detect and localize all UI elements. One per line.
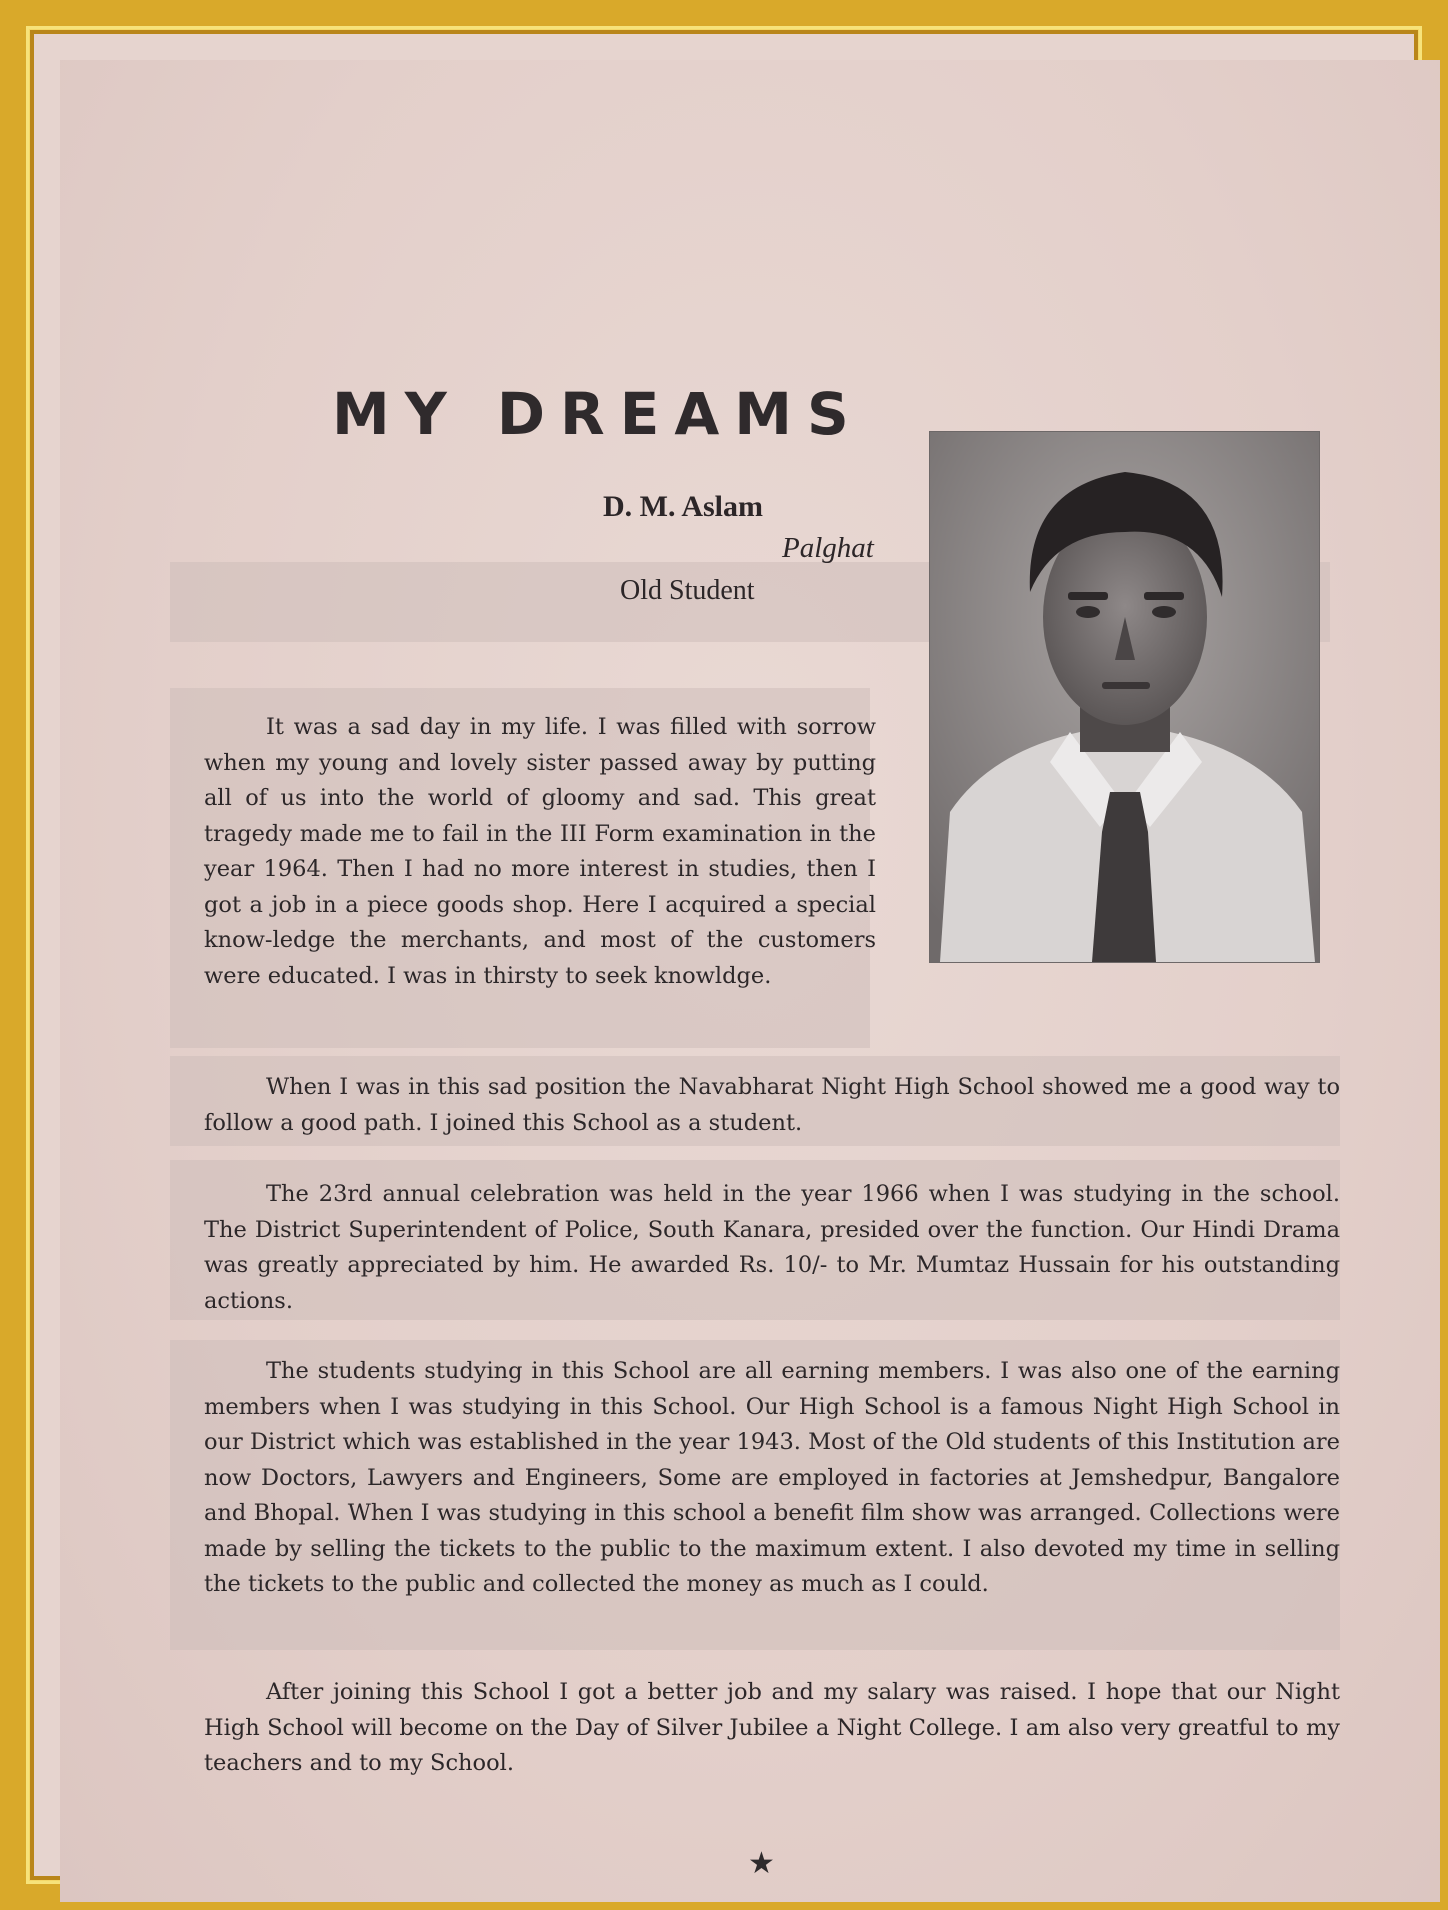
paper-page bbox=[60, 60, 1440, 1902]
article-title: MY DREAMS bbox=[332, 380, 864, 448]
portrait-photo bbox=[930, 432, 1319, 962]
paragraph-text: When I was in this sad position the Navabharat Night High School showed me a good way to follow a good path. I joined this School as a student. bbox=[204, 1074, 1340, 1136]
paragraph-text: The students studying in this School are all earning members. I was also one of the earning members when I was studying in this School. Our High School is a famous Night High School in our District which was established in the year 1943. Most of the Old students of this Institution are now Doctors, Lawyers and Engineers, Some are employed in factories at Jemshedpur, Bangalore and Bhopal. When I was studying in this school a benefit film show was arranged. Collections were made by selling the tickets to the public to the maximum extent. I also devoted my time in selling the tickets to the public and collected the money as much as I could. bbox=[204, 1358, 1340, 1597]
paragraph bbox=[204, 710, 876, 994]
author-place: Palghat bbox=[782, 532, 874, 564]
paragraph bbox=[204, 1177, 1340, 1319]
paragraph-text: It was a sad day in my life. I was filled with sorrow when my young and lovely sister passed away by putting all of us into the world of gloomy and sad. This great tragedy made me to fail in the III Form examination in the year 1964. Then I had no more interest in studies, then I got a job in a piece goods shop. Here I acquired a special know-ledge the merchants, and most of the customers were educated. I was in thirsty to seek knowldge. bbox=[204, 714, 876, 989]
paragraph bbox=[204, 1070, 1340, 1141]
paragraph-text: The 23rd annual celebration was held in the year 1966 when I was studying in the school. The District Superintendent of Police, South Kanara, presided over the function. Our Hindi Drama was greatly appreciated by him. He awarded Rs. 10/- to Mr. Mumtaz Hussain for his outstanding actions. bbox=[204, 1181, 1340, 1314]
paragraph bbox=[204, 1675, 1340, 1782]
paragraph-text: After joining this School I got a better job and my salary was raised. I hope that our Night High School will become on the Day of Silver Jubilee a Night College. I am also very greatful to my teachers and to my School. bbox=[204, 1679, 1340, 1776]
end-star-icon: ★ bbox=[748, 1846, 775, 1881]
author-role: Old Student bbox=[620, 575, 755, 606]
portrait-photo-icon bbox=[930, 432, 1319, 962]
paragraph bbox=[204, 1354, 1340, 1603]
author-name: D. M. Aslam bbox=[603, 490, 763, 523]
